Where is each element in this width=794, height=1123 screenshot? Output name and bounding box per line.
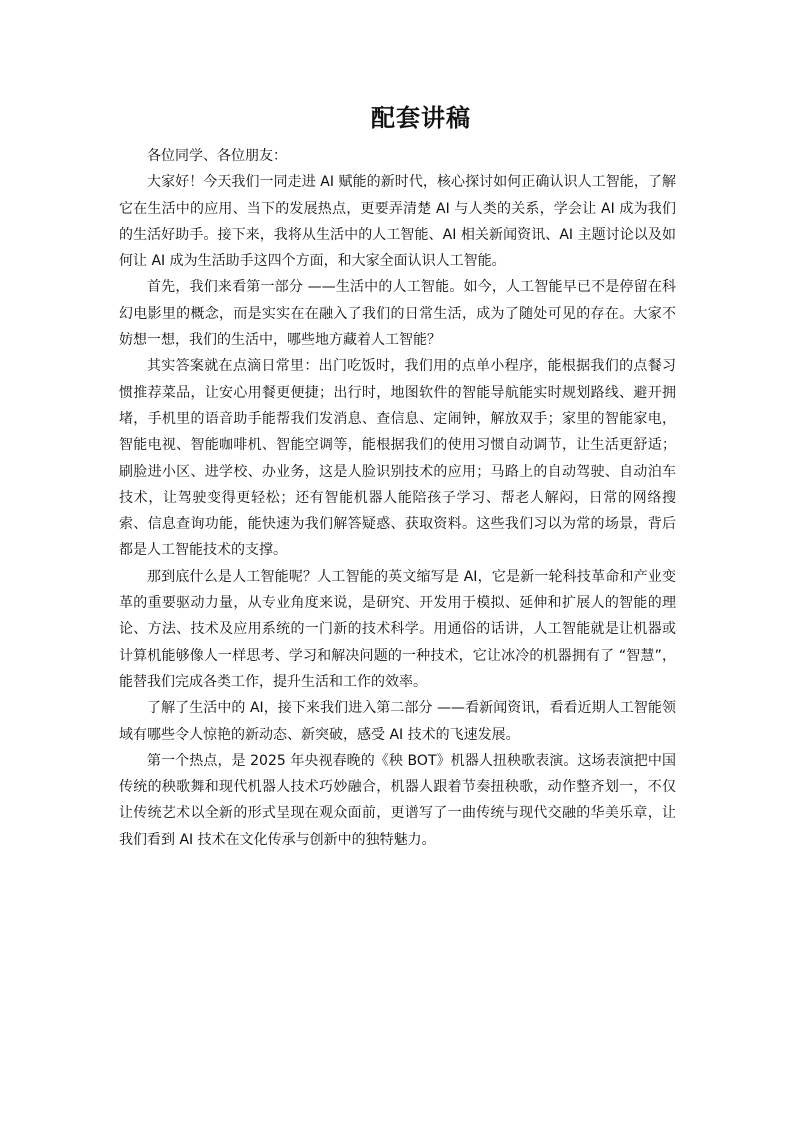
paragraph-first-hotspot: 第一个热点，是 2025 年央视春晚的《秧 BOT》机器人扭秧歌表演。这场表演把中国传统的秧歌舞和现代机器人技术巧妙融合，机器人跟着节奏扭秧歌，动作整齐划一，不仅让传统艺术以全新的形式呈现在观众面前，更谱写了一曲传统与现代交融的华美乐章，让我们看到 AI 技术在文化传承与创新中的独特魅力。 bbox=[119, 752, 676, 848]
paragraph-intro: 大家好！今天我们一同走进 AI 赋能的新时代，核心探讨如何正确认识人工智能，了解它在生活中的应用、当下的发展热点，更要弄清楚 AI 与人类的关系，学会让 AI 成为我们的生活好助手。接下来，我将从生活中的人工智能、AI 相关新闻资讯、AI 主题讨论以及如何让 AI 成为生活助手这四个方面，和大家全面认识人工智能。 bbox=[119, 174, 676, 270]
paragraph-part-one: 首先，我们来看第一部分 ——生活中的人工智能。如今，人工智能早已不是停留在科幻电影里的概念，而是实实在在融入了我们的日常生活，成为了随处可见的存在。大家不妨想一想，我们的生活中，哪些地方藏着人工智能？ bbox=[119, 279, 676, 349]
salutation: 各位同学、各位朋友： bbox=[147, 148, 287, 164]
paragraph-daily-examples: 其实答案就在点滴日常里：出门吃饭时，我们用的点单小程序，能根据我们的点餐习惯推荐菜品，让安心用餐更便捷；出行时，地图软件的智能导航能实时规划路线、避开拥堵，手机里的语音助手能帮我们发消息、查信息、定闹钟，解放双手；家里的智能家电，智能电视、智能咖啡机、智能空调等，能根据我们的使用习惯自动调节，让生活更舒适；刷脸进小区、进学校、办业务，这是人脸识别技术的应用；马路上的自动驾驶、自动泊车技术，让驾驶变得更轻松；还有智能机器人能陪孩子学习、帮老人解闷，日常的网络搜索、信息查询功能，能快速为我们解答疑惑、获取资料。这些我们习以为常的场景，背后都是人工智能技术的支撑。 bbox=[119, 358, 676, 559]
document-title: 配套讲稿 bbox=[371, 104, 471, 132]
document-body bbox=[119, 143, 676, 853]
paragraph-ai-definition: 那到底什么是人工智能呢？人工智能的英文缩写是 AI，它是新一轮科技革命和产业变革的重要驱动力量，从专业角度来说，是研究、开发用于模拟、延伸和扩展人的智能的理论、方法、技术及应用系统的一门新的技术科学。用通俗的话讲，人工智能就是让机器或计算机能够像人一样思考、学习和解决问题的一种技术，它让冰冷的机器拥有了 “智慧”，能替我们完成各类工作，提升生活和工作的效率。 bbox=[119, 568, 676, 690]
paragraph-part-two: 了解了生活中的 AI，接下来我们进入第二部分 ——看新闻资讯，看看近期人工智能领域有哪些令人惊艳的新动态、新突破，感受 AI 技术的飞速发展。 bbox=[119, 700, 676, 743]
